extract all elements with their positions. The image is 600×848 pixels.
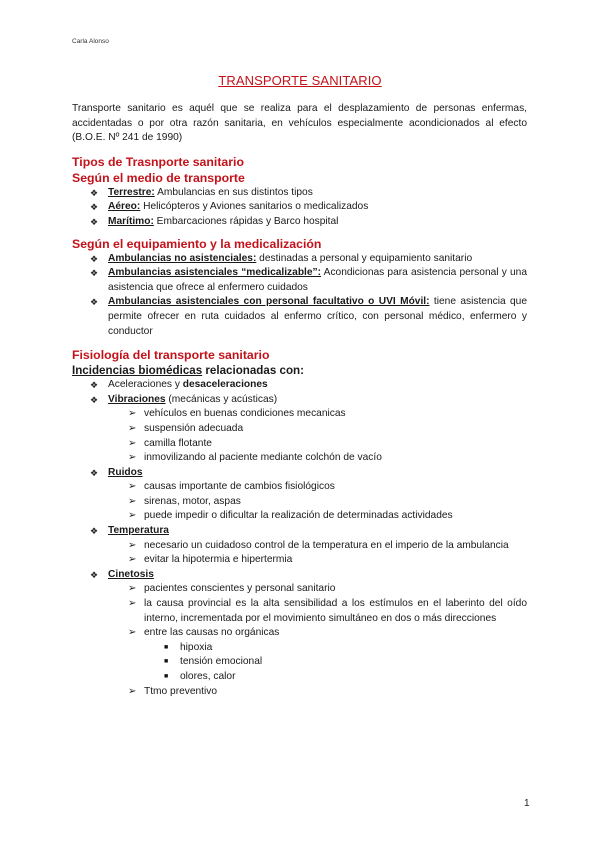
item-text: destinadas a personal y equipamiento sanitario bbox=[256, 252, 473, 264]
item-text: (mecánicas y acústicas) bbox=[165, 393, 278, 405]
sublist-item bbox=[72, 626, 527, 684]
sublist-item bbox=[72, 422, 527, 437]
item-key: Terrestre: bbox=[108, 186, 155, 198]
arrow-bullet-icon: ➢ bbox=[128, 408, 137, 420]
arrow-bullet-icon: ➢ bbox=[128, 495, 137, 507]
arrow-bullet-icon: ➢ bbox=[128, 539, 137, 551]
incidencias-heading bbox=[72, 363, 527, 378]
subheading-equipamiento: Según el equipamiento y la medicalización bbox=[72, 236, 322, 251]
arrow-bullet-icon: ➢ bbox=[128, 481, 137, 493]
diamond-bullet-icon: ❖ bbox=[90, 216, 99, 227]
diamond-bullet-icon: ❖ bbox=[90, 268, 99, 279]
list-item bbox=[72, 524, 527, 568]
page-title: TRANSPORTE SANITARIO bbox=[218, 73, 382, 88]
list-item bbox=[72, 252, 527, 267]
list-item bbox=[72, 393, 527, 466]
incidencias-key: Incidencias biomédicas bbox=[72, 364, 203, 378]
arrow-bullet-icon: ➢ bbox=[128, 452, 137, 464]
arrow-bullet-icon: ➢ bbox=[128, 554, 137, 566]
section-heading-tipos: Tipos de Trasnporte sanitario bbox=[72, 154, 244, 169]
section-heading-fisiologia: Fisiología del transporte sanitario bbox=[72, 348, 270, 363]
item-text: Helicópteros y Aviones sanitarios o medicalizados bbox=[140, 201, 369, 213]
item-key: Marítimo: bbox=[108, 215, 154, 227]
list-equipamiento bbox=[72, 252, 527, 340]
arrow-bullet-icon: ➢ bbox=[128, 627, 137, 639]
sublist-item bbox=[72, 685, 527, 700]
sublist-text: la causa provincial es la alta sensibilidad a los estímulos en el laberinto del oído interno, incrementada por el movimiento simultáneo en dos o más direcciones bbox=[144, 598, 527, 624]
sublist-item bbox=[72, 480, 527, 495]
sublist-text: camilla flotante bbox=[144, 437, 212, 449]
sub-sublist-text: tensión emocional bbox=[180, 656, 263, 668]
sub-sublist-text: olores, calor bbox=[180, 671, 236, 682]
list-item bbox=[72, 466, 527, 524]
sublist-item bbox=[72, 597, 527, 626]
arrow-bullet-icon: ➢ bbox=[128, 685, 137, 697]
diamond-bullet-icon: ❖ bbox=[90, 297, 99, 308]
sublist-text: entre las causas no orgánicas bbox=[144, 627, 280, 639]
sublist-ruidos bbox=[72, 480, 527, 524]
sublist-vibraciones bbox=[72, 407, 527, 465]
sublist-text: causas importante de cambios fisiológicos bbox=[144, 481, 335, 493]
item-text: Embarcaciones rápidas y Barco hospital bbox=[153, 215, 339, 227]
arrow-bullet-icon: ➢ bbox=[128, 583, 137, 595]
incidencias-rest: relacionadas con: bbox=[202, 364, 304, 378]
arrow-bullet-icon: ➢ bbox=[128, 422, 137, 434]
sublist-text: necesario un cuidadoso control de la temperatura en el imperio de la ambulancia bbox=[144, 539, 509, 551]
diamond-bullet-icon: ❖ bbox=[90, 380, 99, 391]
item-key: Aéreo: bbox=[108, 201, 141, 213]
arrow-bullet-icon: ➢ bbox=[128, 437, 137, 449]
square-bullet-icon: ■ bbox=[164, 673, 169, 680]
sub-sublist-item bbox=[72, 655, 527, 670]
sublist-text: suspensión adecuada bbox=[144, 422, 244, 434]
list-item bbox=[72, 266, 527, 295]
sublist-temperatura bbox=[72, 539, 527, 568]
sublist-text: Ttmo preventivo bbox=[144, 685, 218, 697]
sublist-item bbox=[72, 495, 527, 510]
sublist-item bbox=[72, 509, 527, 524]
sublist-text: pacientes conscientes y personal sanitario bbox=[144, 583, 336, 595]
sublist-cinetosis bbox=[72, 582, 527, 699]
list-item bbox=[72, 215, 527, 230]
item-text: Ambulancias en sus distintos tipos bbox=[154, 186, 313, 198]
list-item bbox=[72, 568, 527, 699]
page-number: 1 bbox=[524, 798, 530, 809]
item-text: tiene asistencia que permite ofrecer en ruta cuidados al enfermo crítico, con personal médico, enfermero y conductor bbox=[108, 296, 528, 337]
sublist-text: inmovilizando al paciente mediante colchón de vacío bbox=[144, 452, 382, 464]
sublist-text: sirenas, motor, aspas bbox=[144, 495, 241, 507]
item-text: Acondicionas para asistencia personal y una asistencia que ofrece al enfermero cuidados bbox=[108, 267, 527, 293]
diamond-bullet-icon: ❖ bbox=[90, 467, 99, 478]
sublist-text: puede impedir o dificultar la realización de determinadas actividades bbox=[144, 510, 453, 522]
sublist-item bbox=[72, 407, 527, 422]
sublist-text: vehículos en buenas condiciones mecanicas bbox=[144, 408, 346, 420]
diamond-bullet-icon: ❖ bbox=[90, 394, 99, 405]
sublist-item bbox=[72, 582, 527, 597]
item-key: Ambulancias no asistenciales: bbox=[108, 252, 257, 264]
list-item bbox=[72, 186, 527, 201]
sublist-item bbox=[72, 437, 527, 452]
list-item bbox=[72, 378, 527, 393]
sub-sublist-item bbox=[72, 641, 527, 656]
content bbox=[72, 102, 527, 699]
list-item bbox=[72, 200, 527, 215]
sublist-text: evitar la hipotermia e hipertermia bbox=[144, 554, 293, 566]
diamond-bullet-icon: ❖ bbox=[90, 569, 99, 580]
title-wrap bbox=[0, 72, 600, 90]
item-key: Ambulancias asistenciales “medicalizable”: bbox=[108, 267, 322, 279]
sublist-item bbox=[72, 539, 527, 554]
square-bullet-icon: ■ bbox=[164, 658, 169, 666]
arrow-bullet-icon: ➢ bbox=[128, 598, 137, 610]
diamond-bullet-icon: ❖ bbox=[90, 253, 99, 264]
diamond-bullet-icon: ❖ bbox=[90, 202, 99, 213]
item-text: Aceleraciones y bbox=[108, 379, 183, 391]
item-key: Vibraciones bbox=[108, 393, 166, 405]
item-key: Temperatura bbox=[108, 525, 169, 537]
diamond-bullet-icon: ❖ bbox=[90, 187, 99, 198]
author-header: Carla Alonso bbox=[72, 38, 109, 45]
diamond-bullet-icon: ❖ bbox=[90, 526, 99, 537]
item-key: Ambulancias asistenciales con personal facultativo o UVI Móvil: bbox=[108, 296, 430, 308]
list-incidencias bbox=[72, 378, 527, 699]
item-key: Ruidos bbox=[108, 466, 143, 478]
list-item bbox=[72, 295, 527, 339]
item-key: Cinetosis bbox=[108, 568, 154, 580]
intro-paragraph: Transporte sanitario es aquél que se realiza para el desplazamiento de personas enfermas, accidentadas o por otra razón sanitaria, en vehículos especialmente acondicionados al efecto (B.O.E. Nº 241 de 1990) bbox=[72, 103, 527, 144]
item-bold: desaceleraciones bbox=[182, 379, 268, 391]
sublist-item bbox=[72, 451, 527, 466]
sublist-causas bbox=[72, 641, 527, 685]
sub-sublist-text: hipoxia bbox=[180, 641, 213, 653]
sublist-item bbox=[72, 553, 527, 568]
arrow-bullet-icon: ➢ bbox=[128, 510, 137, 522]
square-bullet-icon: ■ bbox=[164, 643, 169, 651]
list-medio bbox=[72, 186, 527, 230]
subheading-medio: Según el medio de transporte bbox=[72, 170, 245, 185]
sub-sublist-item bbox=[72, 670, 527, 685]
